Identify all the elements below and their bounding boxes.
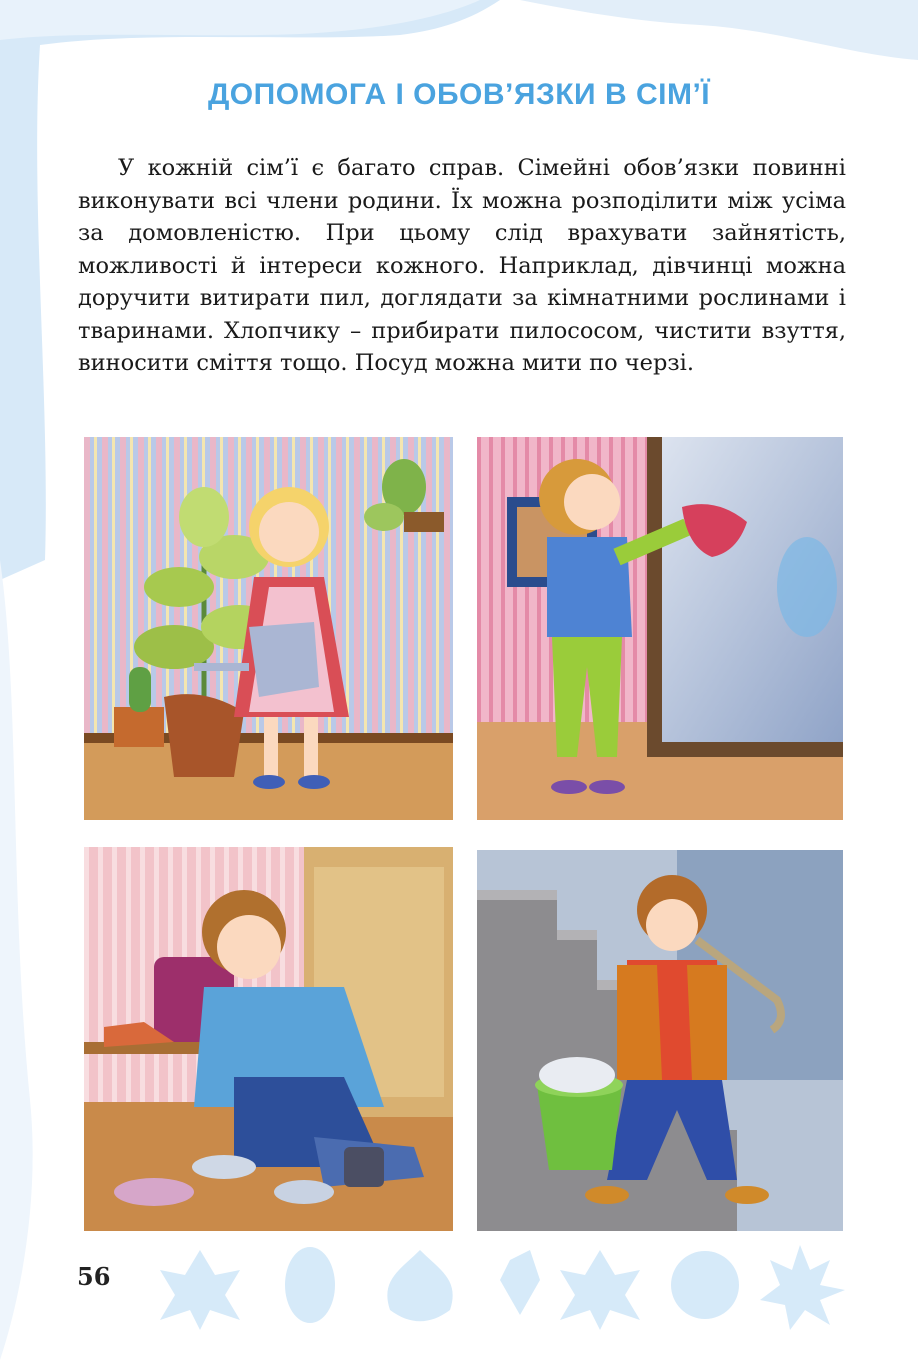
illustration-boy-taking-out-trash	[477, 850, 843, 1231]
body-paragraph: У кожній сім’ї є багато справ. Сімейні обов’язки повинні виконувати всі члени родини. Їх можна розподілити між усіма за домовленістю. При цьому слід врахувати зайнятість, можливості й інтереси кожного. Наприклад, дівчинці можна доручити витирати пил, доглядати за кімнатними рослинами і тваринами. Хлопчику – прибирати пилососом, чистити взуття, виносити сміття тощо. Посуд можна мити по черзі.	[78, 155, 846, 376]
illustration-girl-watering-plants	[84, 437, 453, 820]
illustration-girl-wiping-window	[477, 437, 843, 820]
decorative-leaves	[160, 1240, 860, 1330]
illustration-boy-cleaning-shoes	[84, 847, 453, 1231]
page-title: ДОПОМОГА І ОБОВ’ЯЗКИ В СІМ’Ї	[207, 78, 711, 111]
page-number: 56	[77, 1262, 111, 1291]
